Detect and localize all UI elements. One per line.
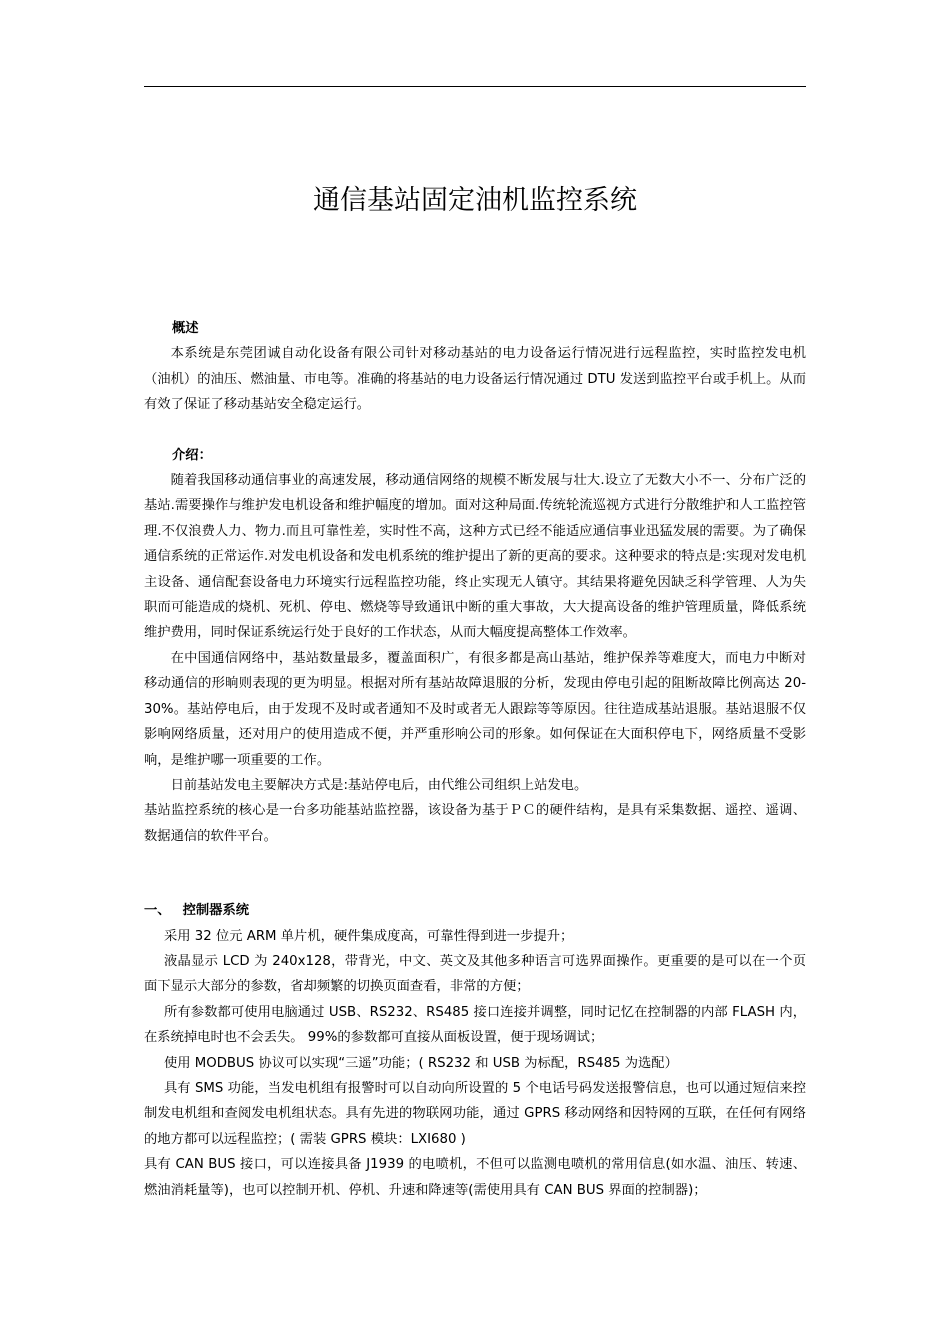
section-number: 一、 [144,903,171,919]
overview-paragraph: 本系统是东莞团诚自动化设备有限公司针对移动基站的电力设备运行情况进行远程监控，实时监控发电机（油机）的油压、燃油量、市电等。准确的将基站的电力设备运行情况通过 DTU 发送到监控平台或手机上。从而有效了保证了移动基站安全稳定运行。 [144,346,806,413]
intro-heading: 介绍： [172,447,212,463]
controller-item-4: 使用 MODBUS 协议可以实现“三遥”功能；( RS232 和 USB 为标配，RS485 为选配） [163,1055,678,1071]
controller-item-2: 液晶显示 LCD 为 240x128，带背光，中文、英文及其他多种语言可选界面操作。更重要的是可以在一个页面下显示大部分的参数，省却频繁的切换页面查看，非常的方便； [144,953,806,995]
page-title: 通信基站固定油机监控系统 [313,185,637,216]
intro-paragraph-3: 日前基站发电主要解决方式是:基站停电后，由代维公司组织上站发电。 [170,777,588,793]
intro-paragraph-2: 在中国通信网络中，基站数量最多，覆盖面积广，有很多都是高山基站，维护保养等难度大，而电力中断对移动通信的形晌则表现的更为明显。根据对所有基站故障退服的分析，发现由停电引起的阻断故障比例高达 20-30%。基站停电后，由于发现不及时或者通知不及时或者无人跟踪等等原因。往往造成基站退服。基站退服不仅影响网络质量，还对用户的使用造成不便，并严重形响公司的形象。如何保证在大面积停电下，网络质量不受影响，是维护哪一项重要的工作。 [144,650,806,768]
intro-paragraph-1: 随着我国移动通信事业的高速发展，移动通信网络的规模不断发展与壮大.设立了无数大小不一、分布广泛的基站.需要操作与维护发电机设备和维护幅度的增加。面对这种局面.传统轮流巡视方式进行分散维护和人工监控管理.不仅浪费人力、物力.而且可靠性差，实时性不高，这种方式已经不能适应通信事业迅猛发展的需要。为了确保通信系统的正常运作.对发电机设备和发电机系统的维护提出了新的更高的要求。这种要求的特点是:实现对发电机主设备、通信配套设备电力环境实行远程监控功能，终止实现无人镇守。其结果将避免因缺乏科学管理、人为失职而可能造成的烧机、死机、停电、燃烧等导致通讯中断的重大事故，大大提高设备的维护管理质量，降低系统维护费用，同时保证系统运行处于良好的工作状态，从而大幅度提高整体工作效率。 [144,473,806,641]
controller-heading [144,898,806,923]
controller-item-1: 采用 32 位元 ARM 单片机，硬件集成度高，可靠性得到进一步提升； [163,928,574,944]
header-rule [144,86,806,87]
controller-item-6: 具有 CAN BUS 接口，可以连接具备 J1939 的电喷机，不但可以监测电喷机的常用信息(如水温、油压、转速、燃油消耗量等)，也可以控制开机、停机、升速和降速等(需使用具有 CAN BUS 界面的控制器)； [144,1157,806,1198]
overview-heading: 概述 [172,321,199,336]
controller-item-3: 所有参数都可使用电脑通过 USB、RS232、RS485 接口连接并调整，同时记忆在控制器的内部 FLASH 内，在系统掉电时也不会丢失。 99%的参数都可直接从面板设置，便于现场调试； [144,1004,806,1046]
controller-item-5: 具有 SMS 功能，当发电机组有报警时可以自动向所设置的 5 个电话号码发送报警信息，也可以通过短信来控制发电机组和查阅发电机组状态。具有先进的物联网功能，通过 GPRS 移动网络和因特网的互联，在任何有网络的地方都可以远程监控；( 需装 GPRS 模块：LXI680 ) [144,1080,806,1147]
document-body [144,316,806,1203]
intro-paragraph-4: 基站监控系统的核心是一台多功能基站监控器，该设备为基于ＰＣ的硬件结构，是具有采集数据、遥控、遥调、数据通信的软件平台。 [144,803,806,844]
controller-heading-text: 控制器系统 [182,903,250,919]
